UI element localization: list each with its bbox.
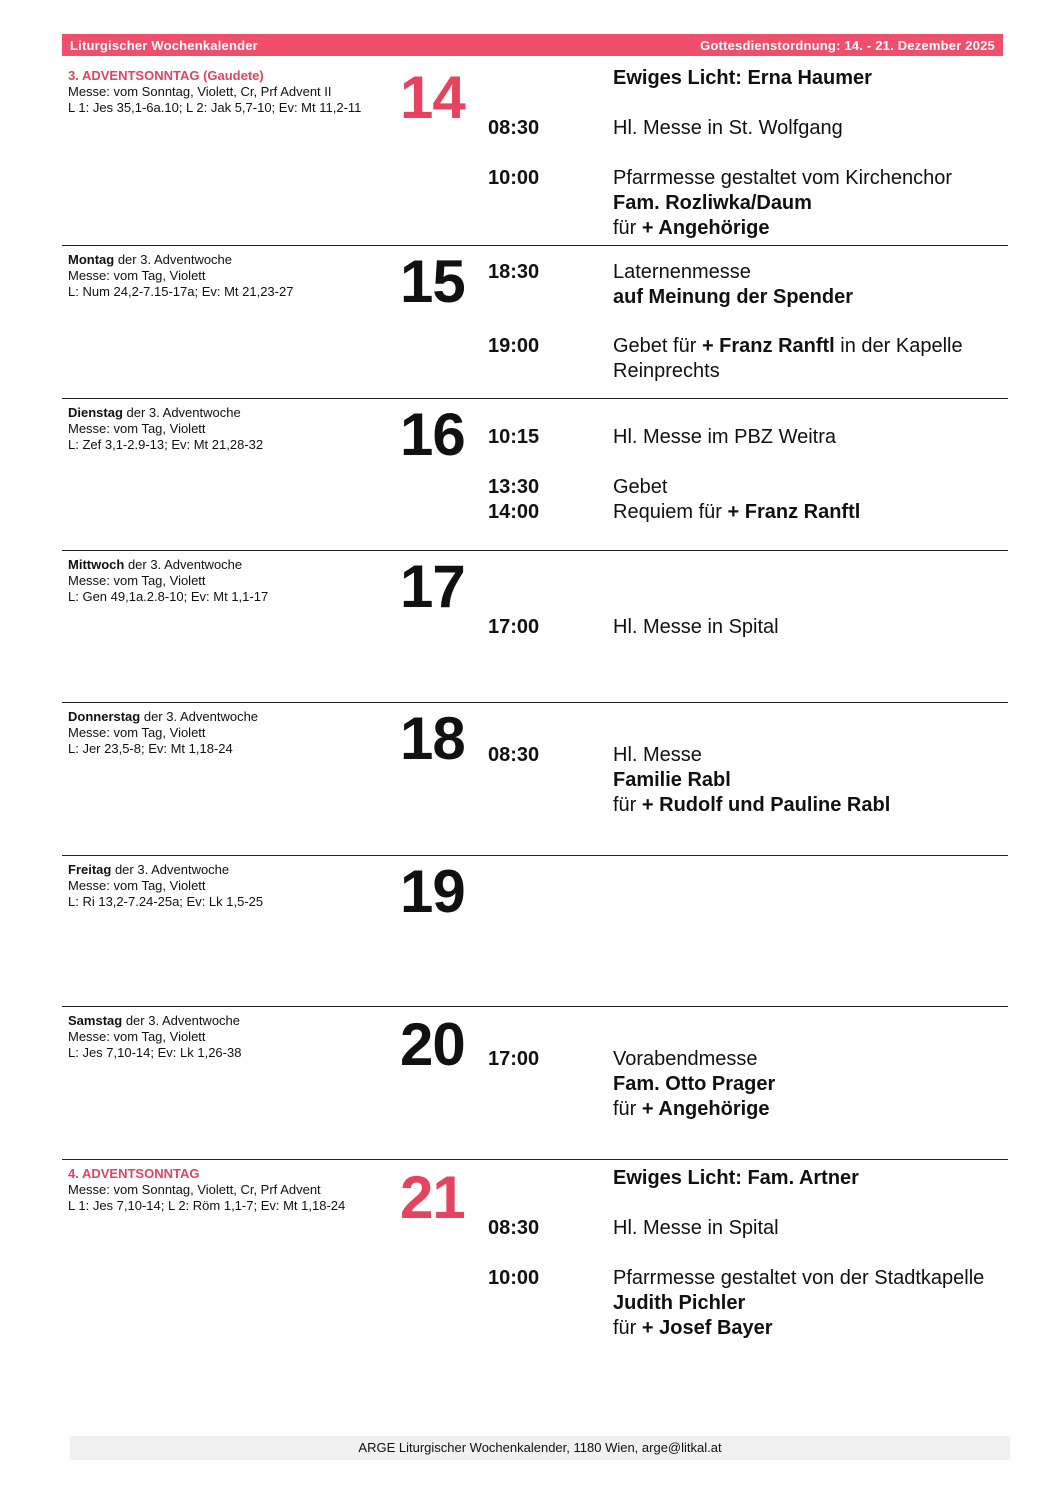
event-text-bold: Judith Pichler (613, 1292, 746, 1314)
readings: L: Gen 49,1a.2.8-10; Ev: Mt 1,1-17 (68, 589, 269, 604)
event-line (613, 116, 1013, 141)
event-description (613, 66, 1013, 91)
event-description (613, 334, 1013, 384)
event-line (613, 1166, 1013, 1191)
event-line (613, 334, 1013, 359)
day-block (62, 246, 1008, 399)
liturgical-info (68, 1166, 388, 1214)
event-line (613, 615, 1013, 640)
event-line (613, 260, 1013, 285)
liturgical-info (68, 68, 388, 116)
event-text-bold: Ewiges Licht: Erna Haumer (613, 67, 872, 89)
liturgical-day-title (68, 557, 388, 573)
event-text: Requiem für (613, 501, 728, 523)
event-text: Pfarrmesse gestaltet von der Stadtkapelle (613, 1267, 985, 1289)
event-text-bold: + Josef Bayer (641, 1317, 773, 1339)
event-line (613, 1047, 1013, 1072)
event-time: 13:30 (488, 476, 540, 498)
event-time: 17:00 (488, 616, 540, 638)
day-number: 20 (400, 1011, 465, 1078)
weekday-name: Dienstag (68, 405, 123, 420)
liturgical-info (68, 405, 388, 453)
event-line (613, 1316, 1013, 1341)
event-line (613, 359, 1013, 384)
event-line (613, 1266, 1013, 1291)
liturgical-day-title (68, 252, 388, 268)
event-time: 19:00 (488, 335, 540, 357)
event-time: 08:30 (488, 117, 540, 139)
event-line (613, 285, 1013, 310)
event-time: 18:30 (488, 261, 540, 283)
event-description (613, 475, 1013, 500)
readings: L: Zef 3,1-2.9-13; Ev: Mt 21,28-32 (68, 437, 264, 452)
liturgical-day-title (68, 405, 388, 421)
event-line (613, 66, 1013, 91)
event-text: Hl. Messe in Spital (613, 616, 779, 638)
event-description (613, 1047, 1013, 1122)
event-line (613, 166, 1013, 191)
event-text-bold: + Angehörige (641, 217, 770, 239)
weekday-name: Mittwoch (68, 557, 125, 572)
event-line (613, 191, 1013, 216)
event-text-bold: + Franz Ranftl (727, 501, 861, 523)
readings: L 1: Jes 35,1-6a.10; L 2: Jak 5,7-10; Ev: Mt 11,2-11 (68, 100, 362, 115)
day-number: 16 (400, 401, 465, 468)
event-description (613, 1166, 1013, 1191)
event-line (613, 768, 1013, 793)
event-text: Laternenmesse (613, 261, 751, 283)
event-line (613, 1072, 1013, 1097)
event-text: Gebet (613, 476, 668, 498)
event-time: 10:00 (488, 1267, 540, 1289)
readings: L: Ri 13,2-7.24-25a; Ev: Lk 1,5-25 (68, 894, 264, 909)
sunday-title: 4. ADVENTSONNTAG (68, 1166, 200, 1181)
event-text-bold: Fam. Otto Prager (613, 1073, 776, 1095)
event-text: Hl. Messe (613, 744, 702, 766)
event-text-bold: auf Meinung der Spender (613, 286, 854, 308)
day-number: 21 (400, 1164, 465, 1231)
event-text: Reinprechts (613, 360, 720, 382)
week-label: der 3. Adventwoche (122, 1013, 241, 1028)
mass-info: Messe: vom Tag, Violett (68, 573, 206, 588)
mass-info: Messe: vom Tag, Violett (68, 878, 206, 893)
mass-info: Messe: vom Tag, Violett (68, 1029, 206, 1044)
event-time: 14:00 (488, 501, 540, 523)
liturgical-day-title (68, 1166, 388, 1182)
event-line (613, 793, 1013, 818)
event-text: für (613, 1317, 642, 1339)
event-text: Hl. Messe in Spital (613, 1217, 779, 1239)
event-description (613, 1266, 1013, 1341)
event-text: Pfarrmesse gestaltet vom Kirchenchor (613, 167, 953, 189)
mass-info: Messe: vom Tag, Violett (68, 421, 206, 436)
day-block (62, 399, 1008, 551)
day-block (62, 1160, 1008, 1360)
event-text-bold: + Angehörige (641, 1098, 770, 1120)
liturgical-info (68, 862, 388, 910)
event-line (613, 475, 1013, 500)
week-label: der 3. Adventwoche (122, 405, 241, 420)
event-text-bold: + Rudolf und Pauline Rabl (641, 794, 891, 816)
event-text: für (613, 1098, 642, 1120)
mass-info: Messe: vom Tag, Violett (68, 725, 206, 740)
calendar-header-bar (62, 34, 1003, 56)
day-number: 14 (400, 64, 465, 131)
event-line (613, 1097, 1013, 1122)
mass-info: Messe: vom Sonntag, Violett, Cr, Prf Advent (68, 1182, 321, 1197)
day-block (62, 62, 1008, 246)
event-text-bold: Fam. Rozliwka/Daum (613, 192, 812, 214)
event-time: 10:15 (488, 426, 540, 448)
day-number: 19 (400, 858, 465, 925)
week-label: der 3. Adventwoche (140, 709, 259, 724)
event-line (613, 216, 1013, 241)
event-description (613, 615, 1013, 640)
liturgical-info (68, 557, 388, 605)
header-date-range: Gottesdienstordnung: 14. - 21. Dezember 2025 (700, 37, 995, 53)
weekday-name: Montag (68, 252, 115, 267)
header-title: Liturgischer Wochenkalender (70, 37, 258, 53)
day-number: 18 (400, 705, 465, 772)
event-line (613, 1291, 1013, 1316)
event-time: 08:30 (488, 744, 540, 766)
readings: L: Jer 23,5-8; Ev: Mt 1,18-24 (68, 741, 233, 756)
mass-info: Messe: vom Sonntag, Violett, Cr, Prf Advent II (68, 84, 332, 99)
event-text: in der Kapelle (834, 335, 963, 357)
mass-info: Messe: vom Tag, Violett (68, 268, 206, 283)
event-text-bold: + Franz Ranftl (701, 335, 835, 357)
liturgical-day-title (68, 862, 388, 878)
day-number: 15 (400, 248, 465, 315)
week-label: der 3. Adventwoche (124, 557, 243, 572)
readings: L 1: Jes 7,10-14; L 2: Röm 1,1-7; Ev: Mt 1,18-24 (68, 1198, 346, 1213)
event-time: 10:00 (488, 167, 540, 189)
event-description (613, 743, 1013, 818)
event-time: 17:00 (488, 1048, 540, 1070)
event-description (613, 425, 1013, 450)
liturgical-info (68, 252, 388, 300)
week-label: der 3. Adventwoche (114, 252, 233, 267)
event-line (613, 743, 1013, 768)
week-label: der 3. Adventwoche (111, 862, 230, 877)
day-block (62, 703, 1008, 856)
sunday-title: 3. ADVENTSONNTAG (Gaudete) (68, 68, 264, 83)
footer: ARGE Liturgischer Wochenkalender, 1180 Wien, arge@litkal.at (70, 1436, 1010, 1460)
event-time: 08:30 (488, 1217, 540, 1239)
liturgical-day-title (68, 1013, 388, 1029)
event-description (613, 1216, 1013, 1241)
day-number: 17 (400, 553, 465, 620)
day-block (62, 1007, 1008, 1160)
liturgical-info (68, 1013, 388, 1061)
event-text: Gebet für (613, 335, 702, 357)
readings: L: Jes 7,10-14; Ev: Lk 1,26-38 (68, 1045, 242, 1060)
day-block (62, 551, 1008, 703)
event-text: Hl. Messe in St. Wolfgang (613, 117, 843, 139)
event-line (613, 1216, 1013, 1241)
event-text: Vorabendmesse (613, 1048, 758, 1070)
event-description (613, 500, 1013, 525)
event-text: Hl. Messe im PBZ Weitra (613, 426, 836, 448)
liturgical-day-title (68, 68, 388, 84)
weekday-name: Donnerstag (68, 709, 141, 724)
weekday-name: Freitag (68, 862, 112, 877)
liturgical-day-title (68, 709, 388, 725)
event-description (613, 116, 1013, 141)
readings: L: Num 24,2-7.15-17a; Ev: Mt 21,23-27 (68, 284, 294, 299)
liturgical-info (68, 709, 388, 757)
event-description (613, 166, 1013, 241)
event-description (613, 260, 1013, 310)
day-block (62, 856, 1008, 1007)
weekday-name: Samstag (68, 1013, 123, 1028)
event-text: für (613, 217, 642, 239)
event-text-bold: Familie Rabl (613, 769, 731, 791)
event-line (613, 500, 1013, 525)
event-text-bold: Ewiges Licht: Fam. Artner (613, 1167, 859, 1189)
event-text: für (613, 794, 642, 816)
event-line (613, 425, 1013, 450)
